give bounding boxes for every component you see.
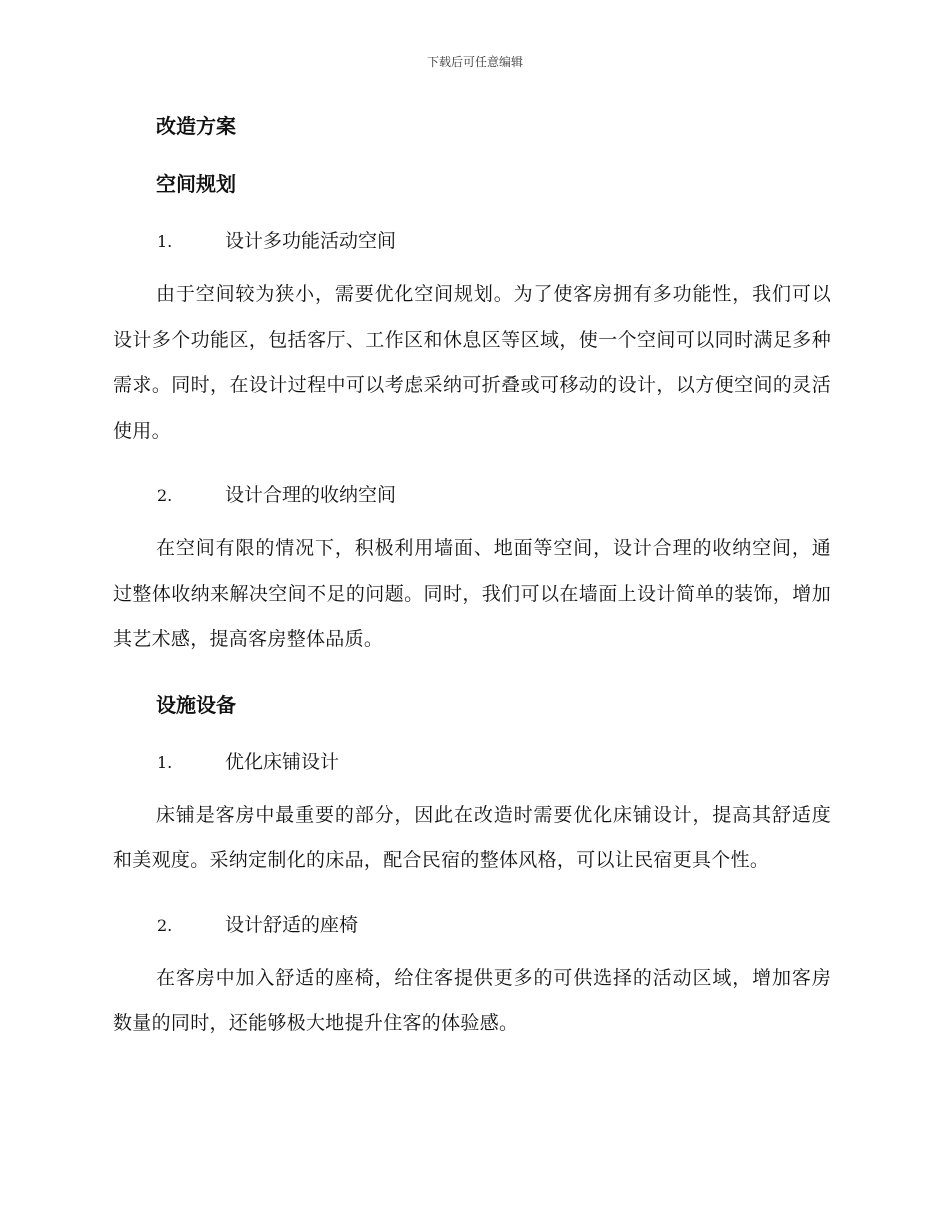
- list-item-heading: [113, 909, 831, 942]
- list-number: 1.: [157, 232, 173, 251]
- list-item-heading: [113, 225, 831, 258]
- document-body: [113, 110, 831, 1047]
- list-number: 1.: [157, 752, 173, 772]
- list-item-heading: [113, 746, 831, 779]
- list-item-title: 设计多功能活动空间: [225, 230, 397, 252]
- list-item-title: 设计合理的收纳空间: [225, 484, 397, 506]
- list-number: 2.: [157, 486, 173, 505]
- paragraph: 床铺是客房中最重要的部分，因此在改造时需要优化床铺设计，提高其舒适度和美观度。采纳定制化的床品，配合民宿的整体风格，可以让民宿更具个性。: [113, 803, 831, 871]
- list-item-title: 优化床铺设计: [225, 750, 340, 773]
- list-item-title: 设计舒适的座椅: [225, 913, 359, 936]
- paragraph: 在空间有限的情况下，积极利用墙面、地面等空间，设计合理的收纳空间，通过整体收纳来解决空间不足的问题。同时，我们可以在墙面上设计简单的装饰，增加其艺术感，提高客房整体品质。: [113, 537, 831, 650]
- section-heading-space-planning: 空间规划: [156, 172, 236, 196]
- list-number: 2.: [157, 915, 173, 935]
- paragraph: 由于空间较为狭小，需要优化空间规划。为了使客房拥有多功能性，我们可以设计多个功能区，包括客厅、工作区和休息区等区域，使一个空间可以同时满足多种需求。同时，在设计过程中可以考虑采纳可折叠或可移动的设计，以方便空间的灵活使用。: [113, 283, 831, 442]
- section-heading-facilities: 设施设备: [156, 692, 236, 717]
- document-title: 改造方案: [156, 114, 236, 138]
- page-header-note: 下载后可任意编辑: [426, 55, 523, 69]
- paragraph: 在客房中加入舒适的座椅，给住客提供更多的可供选择的活动区域，增加客房数量的同时，还能够极大地提升住客的体验感。: [113, 966, 831, 1034]
- list-item-heading: [113, 479, 831, 512]
